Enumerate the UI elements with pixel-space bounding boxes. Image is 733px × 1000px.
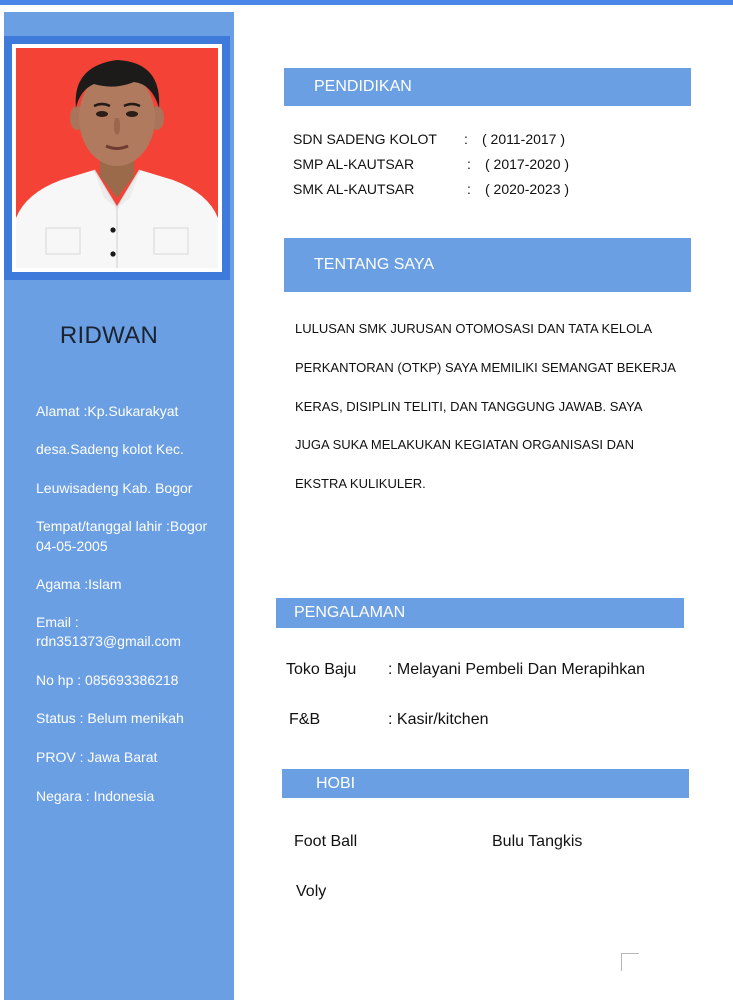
hobby-item: Foot Ball (294, 833, 358, 850)
hobby-item: Voly (296, 883, 327, 900)
top-accent-bar (0, 0, 733, 5)
about-line: KERAS, DISIPLIN TELITI, DAN TANGGUNG JAWAB. SAYA (295, 399, 643, 414)
experience-description: : Kasir/kitchen (388, 711, 489, 728)
profile-photo (16, 48, 218, 268)
hobby-header (282, 769, 689, 798)
education-header (284, 68, 691, 106)
education-title: PENDIDIKAN (314, 78, 412, 95)
detail-phone: No hp : 085693386218 (36, 672, 179, 688)
education-school: SDN SADENG KOLOT (293, 131, 437, 147)
about-line: LULUSAN SMK JURUSAN OTOMOSASI DAN TATA KELOLA (295, 321, 653, 336)
experience-header (276, 598, 684, 628)
detail-status: Status : Belum menikah (36, 710, 184, 726)
profile-photo-border (12, 44, 222, 272)
detail-address-line-1: Alamat :Kp.Sukarakyat (36, 403, 179, 419)
hobby-title: HOBI (316, 774, 356, 792)
about-line: JUGA SUKA MELAKUKAN KEGIATAN ORGANISASI DAN (295, 437, 635, 452)
page-corner-mark (621, 953, 639, 971)
detail-address-line-2: desa.Sadeng kolot Kec. (36, 441, 184, 457)
about-title: TENTANG SAYA (314, 256, 435, 273)
experience-description: : Melayani Pembeli Dan Merapihkan (388, 661, 646, 678)
education-years: ( 2017-2020 ) (485, 156, 570, 172)
experience-place: F&B (289, 711, 321, 728)
detail-address-line-3: Leuwisadeng Kab. Bogor (36, 480, 193, 496)
education-years: ( 2020-2023 ) (485, 181, 570, 197)
profile-photo-frame (4, 36, 230, 280)
detail-email-label: Email : (36, 614, 79, 630)
experience-place: Toko Baju (286, 661, 357, 678)
detail-province: PROV : Jawa Barat (36, 749, 158, 765)
detail-email: rdn351373@gmail.com (36, 633, 181, 649)
about-header (284, 238, 691, 292)
education-years: ( 2011-2017 ) (482, 131, 566, 147)
detail-religion: Agama :Islam (36, 576, 122, 592)
education-colon: : (467, 181, 471, 197)
experience-title: PENGALAMAN (294, 604, 406, 621)
about-line: PERKANTORAN (OTKP) SAYA MEMILIKI SEMANGAT BEKERJA (295, 360, 676, 375)
hobby-item: Bulu Tangkis (492, 833, 583, 850)
about-line: EKSTRA KULIKULER. (295, 476, 426, 491)
education-colon: : (467, 156, 471, 172)
education-school: SMK AL-KAUTSAR (293, 181, 415, 197)
education-school: SMP AL-KAUTSAR (293, 156, 415, 172)
detail-birth-label: Tempat/tanggal lahir :Bogor (36, 518, 208, 534)
detail-birth-date: 04-05-2005 (36, 538, 108, 554)
detail-country: Negara : Indonesia (36, 788, 155, 804)
profile-name: RIDWAN (59, 322, 159, 349)
education-colon: : (464, 131, 468, 147)
